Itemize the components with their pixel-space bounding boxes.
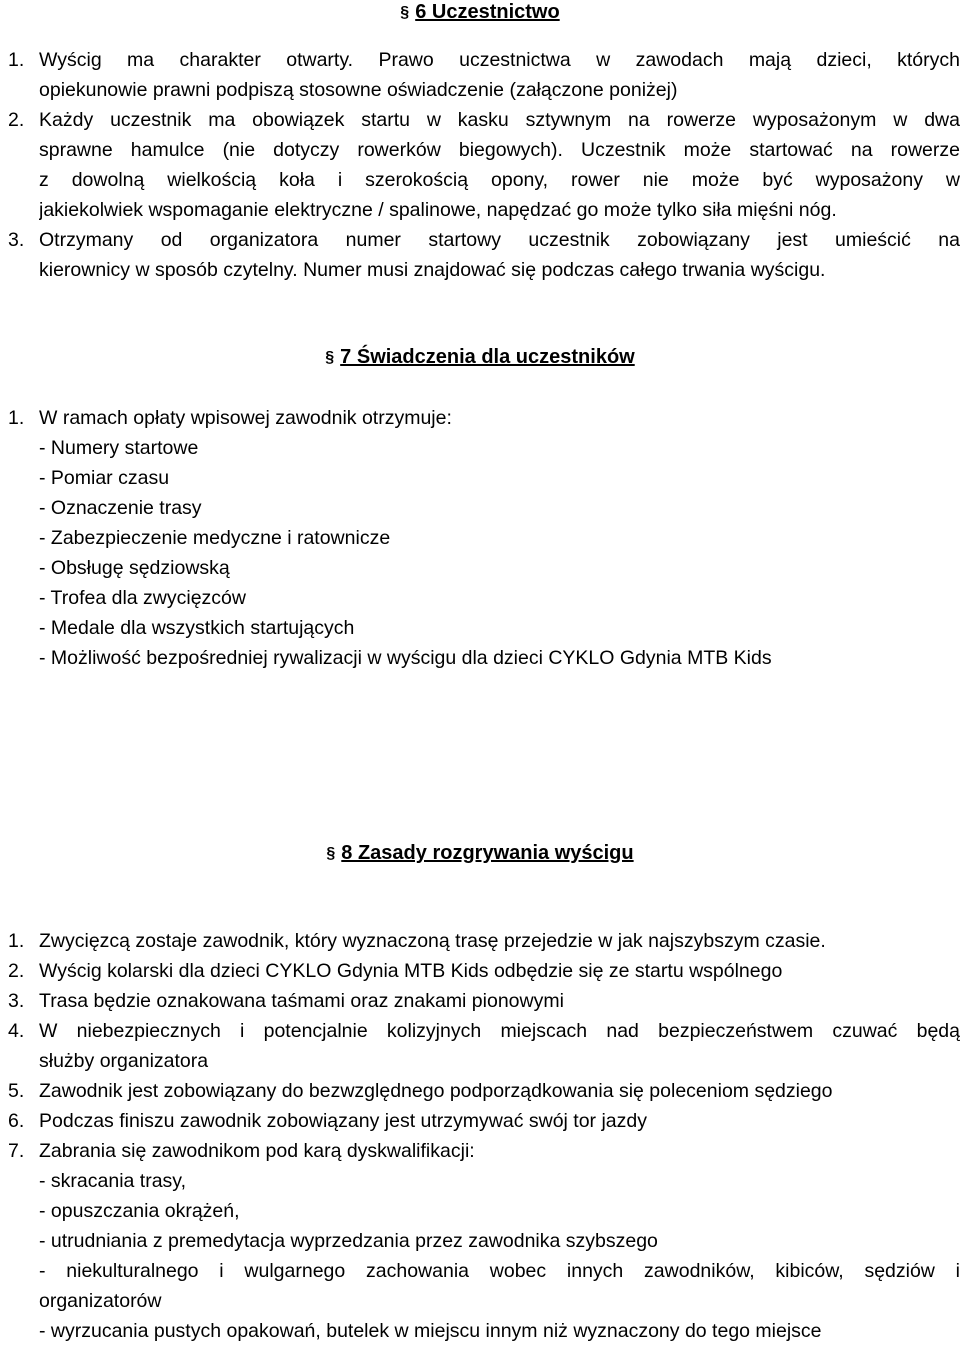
item-text xyxy=(39,986,960,1016)
list-item xyxy=(8,45,960,105)
section-7-heading xyxy=(0,345,960,370)
item-text xyxy=(39,1136,960,1346)
text-line: opiekunowie prawni podpiszą stosowne oświadczenie (załączone poniżej) xyxy=(39,79,678,101)
item-number: 2. xyxy=(8,109,25,131)
item-number: 1. xyxy=(8,407,25,429)
list-item xyxy=(8,1016,960,1076)
item-number: 2. xyxy=(8,960,25,982)
section-mark: § xyxy=(325,349,335,366)
section-mark: § xyxy=(400,4,410,21)
list-item xyxy=(8,403,960,673)
item-number: 1. xyxy=(8,930,25,952)
benefit-item: - Pomiar czasu xyxy=(39,467,170,489)
item-text xyxy=(39,1076,960,1106)
section-8-title: 8 Zasady rozgrywania wyścigu xyxy=(341,842,634,864)
benefit-item: - Oznaczenie trasy xyxy=(39,497,202,519)
text-line: Wyścig ma charakter otwarty. Prawo uczestnictwa w zawodach mają dzieci, których xyxy=(39,49,960,71)
section-7-title: 7 Świadczenia dla uczestników xyxy=(340,346,635,368)
text-line: służby organizatora xyxy=(39,1050,209,1072)
prohibition-item: organizatorów xyxy=(39,1290,162,1312)
text-line: W niebezpiecznych i potencjalnie kolizyjnych miejscach nad bezpieczeństwem czuwać będą xyxy=(39,1020,960,1042)
text-line: Zawodnik jest zobowiązany do bezwzględnego podporządkowania się poleceniom sędziego xyxy=(39,1080,833,1102)
benefit-item: - Numery startowe xyxy=(39,437,199,459)
prohibition-item: - wyrzucania pustych opakowań, butelek w miejscu innym niż wyznaczony do tego miejsce xyxy=(39,1320,822,1342)
text-line: Zabrania się zawodnikom pod karą dyskwalifikacji: xyxy=(39,1140,475,1162)
list-item xyxy=(8,225,960,285)
section-8-list xyxy=(8,926,960,1346)
section-7-content xyxy=(8,403,960,673)
item-number: 7. xyxy=(8,1140,25,1162)
text-line: Każdy uczestnik ma obowiązek startu w kasku sztywnym na rowerze wyposażonym w dwa xyxy=(39,109,960,131)
item-text xyxy=(39,105,960,225)
text-line: Podczas finiszu zawodnik zobowiązany jest utrzymywać swój tor jazdy xyxy=(39,1110,647,1132)
section-6-title: 6 Uczestnictwo xyxy=(415,1,560,23)
list-item xyxy=(8,956,960,986)
text-line: Trasa będzie oznakowana taśmami oraz znakami pionowymi xyxy=(39,990,564,1012)
item-number: 5. xyxy=(8,1080,25,1102)
section-8-heading xyxy=(0,841,960,866)
text-line: Otrzymany od organizatora numer startowy uczestnik zobowiązany jest umieścić na xyxy=(39,229,960,251)
item-number: 3. xyxy=(8,229,25,251)
prohibition-item: - skracania trasy, xyxy=(39,1170,187,1192)
item-text xyxy=(39,1106,960,1136)
benefit-item: - Medale dla wszystkich startujących xyxy=(39,617,355,639)
benefit-item: - Możliwość bezpośredniej rywalizacji w wyścigu dla dzieci CYKLO Gdynia MTB Kids xyxy=(39,647,772,669)
benefit-item: - Trofea dla zwycięzców xyxy=(39,587,246,609)
list-item xyxy=(8,1076,960,1106)
prohibition-item: - utrudniania z premedytacja wyprzedzania przez zawodnika szybszego xyxy=(39,1230,658,1252)
item-number: 6. xyxy=(8,1110,25,1132)
item-number: 3. xyxy=(8,990,25,1012)
text-line: W ramach opłaty wpisowej zawodnik otrzymuje: xyxy=(39,407,452,429)
list-item xyxy=(8,986,960,1016)
item-text xyxy=(39,225,960,285)
text-line: z dowolną wielkością koła i szerokością opony, rower nie może być wyposażony w xyxy=(39,169,960,191)
benefit-item: - Zabezpieczenie medyczne i ratownicze xyxy=(39,527,391,549)
item-text xyxy=(39,926,960,956)
item-text xyxy=(39,956,960,986)
item-number: 4. xyxy=(8,1020,25,1042)
text-line: Wyścig kolarski dla dzieci CYKLO Gdynia MTB Kids odbędzie się ze startu wspólnego xyxy=(39,960,783,982)
prohibition-item: - opuszczania okrążeń, xyxy=(39,1200,240,1222)
text-line: kierownicy w sposób czytelny. Numer musi znajdować się podczas całego trwania wyścigu. xyxy=(39,259,826,281)
item-text xyxy=(39,403,960,673)
list-item xyxy=(8,1136,960,1346)
text-line: jakiekolwiek wspomaganie elektryczne / spalinowe, napędzać go może tylko siła mięśni nóg. xyxy=(39,199,837,221)
item-text xyxy=(39,45,960,105)
prohibition-item: - niekulturalnego i wulgarnego zachowania wobec innych zawodników, kibiców, sędziów i xyxy=(39,1260,960,1282)
benefit-item: - Obsługę sędziowską xyxy=(39,557,230,579)
item-text xyxy=(39,1016,960,1076)
text-line: sprawne hamulce (nie dotyczy rowerków biegowych). Uczestnik może startować na rowerze xyxy=(39,139,960,161)
item-number: 1. xyxy=(8,49,25,71)
list-item xyxy=(8,1106,960,1136)
section-6-list xyxy=(8,45,960,285)
list-item xyxy=(8,105,960,225)
list-item xyxy=(8,926,960,956)
text-line: Zwycięzcą zostaje zawodnik, który wyznaczoną trasę przejedzie w jak najszybszym czasie. xyxy=(39,930,826,952)
section-mark: § xyxy=(326,845,336,862)
section-6-heading xyxy=(0,0,960,25)
